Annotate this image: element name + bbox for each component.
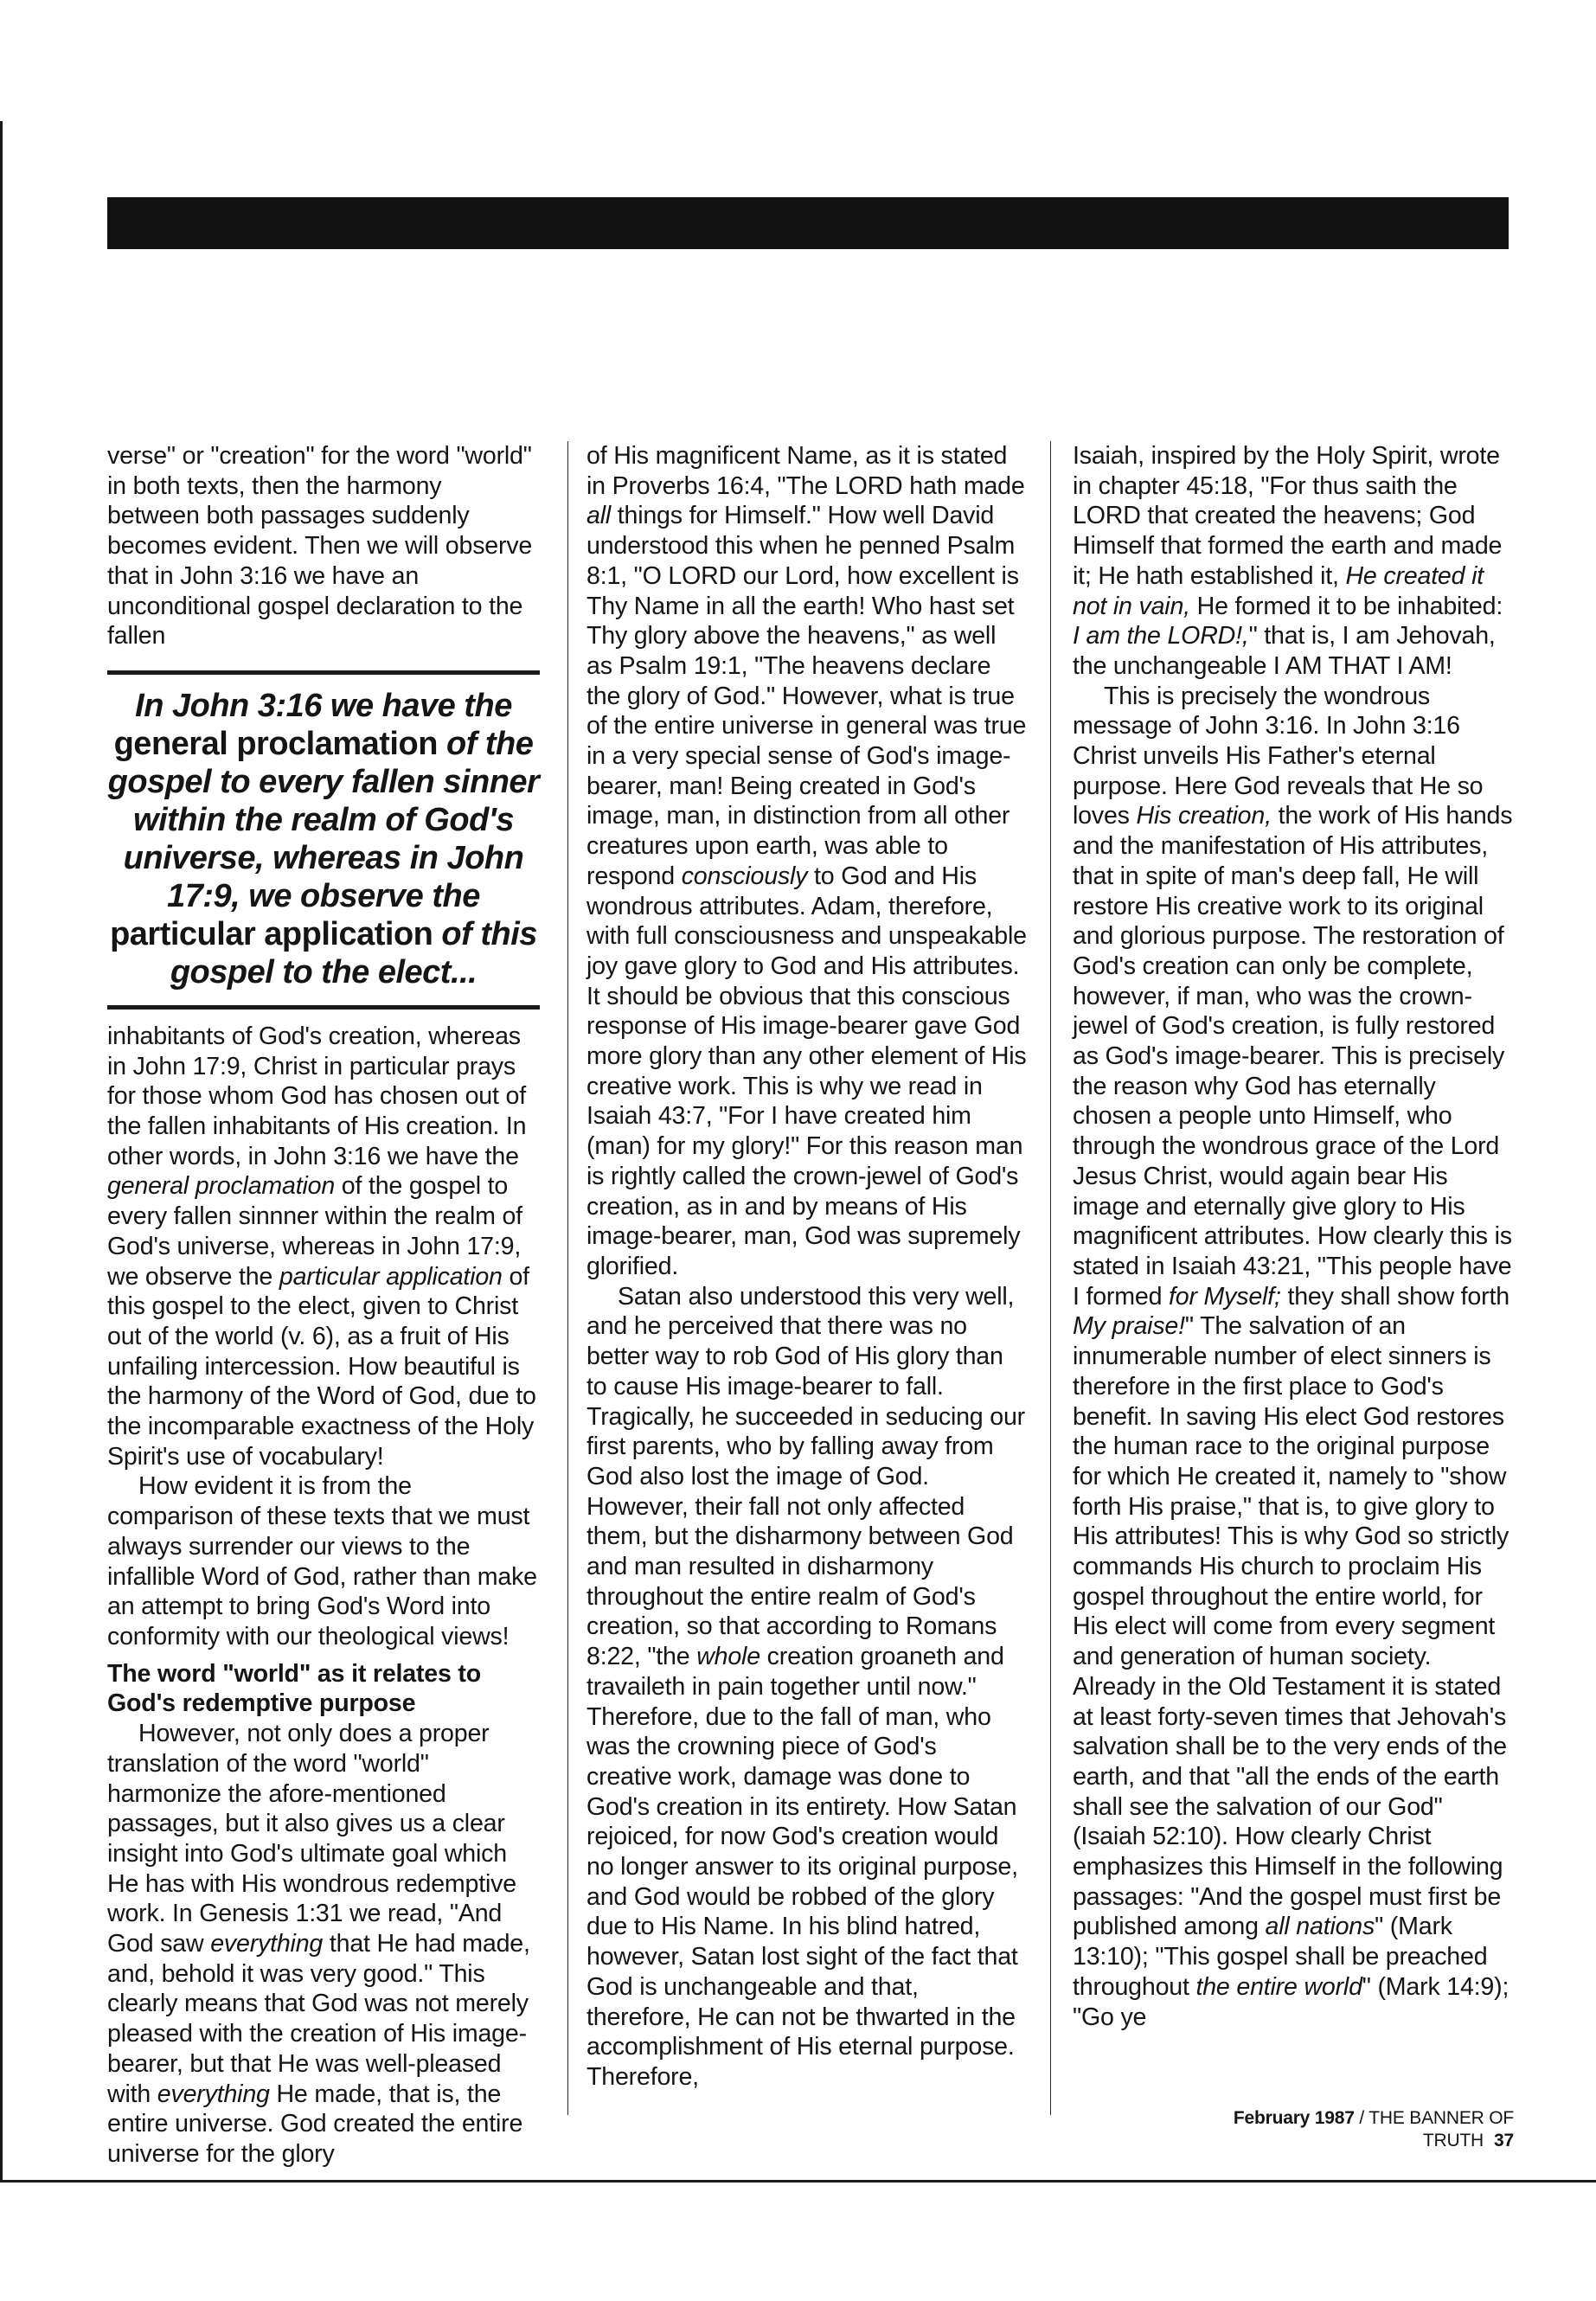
paragraph: This is precisely the wondrous message of John 3:16. In John 3:16 Christ unveils His Father's eternal purpose. Here God reveals that He so loves His creation, the work of His hands and the manifestation of His attributes, that in spite of man's deep fall, He will restore His creative work to its original and glorious purpose. The restoration of God's creation can only be complete, however, if man, who was the crown-jewel of God's creation, is fully restored as God's image-bearer. This is precisely the reason why God has eternally chosen a people unto Himself, who through the wondrous grace of the Lord Jesus Christ, would again bear His image and eternally give glory to His magnificent attributes. How clearly this is stated in Isaiah 43:21, "This people have I formed for Myself; they shall show forth My praise!" The salvation of an innumerable number of elect sinners is therefore in the first place to God's benefit. In saving His elect God restores the human race to the original purpose for which He created it, namely to "show forth His praise," that is, to give glory to His attributes! This is why God so strictly commands His church to proclaim His gospel throughout the entire world, for His elect will come from every segment and generation of human society. Already in the Old Testament it is stated at least forty-seven times that Jehovah's salvation shall be to the very ends of the earth, and that "all the ends of the earth shall see the salvation of our God" (Isaiah 52:10). How clearly Christ emphasizes this Himself in the following passages: "And the gospel must first be published among all nations" (Mark 13:10); "This gospel shall be preached throughout the entire world" (Mark 14:9); "Go ye	[1073, 682, 1513, 2031]
section-subheading: The word "world" as it relates to God's redemptive purpose	[107, 1659, 482, 1718]
paragraph: How evident it is from the comparison of these texts that we must always surrender our views to the infallible Word of God, rather than make an attempt to bring God's Word into conformity with our theological views!	[107, 1472, 537, 1650]
footer-date: February 1987	[1233, 2108, 1355, 2128]
footer-publication: THE BANNER OF TRUTH	[1368, 2108, 1514, 2150]
column-rule-1	[567, 441, 568, 2115]
text-column-1	[107, 441, 540, 2168]
paragraph: inhabitants of God's creation, whereas in John 17:9, Christ in particular prays for those whom God has chosen out of the fallen inhabitants of His creation. In other words, in John 3:16 we have the general proclamation of the gospel to every fallen sinnner within the realm of God's universe, whereas in John 17:9, we observe the particular application of this gospel to the elect, given to Christ out of the world (v. 6), as a fruit of His unfailing intercession. How beautiful is the harmony of the Word of God, due to the incomparable exactness of the Holy Spirit's use of vocabulary!	[107, 1022, 536, 1471]
paragraph: of His magnificent Name, as it is stated in Proverbs 16:4, "The LORD hath made all things for Himself." How well David understood this when he penned Psalm 8:1, "O LORD our Lord, how excellent is Thy Name in all the earth! Who hast set Thy glory above the heavens," as well as Psalm 19:1, "The heavens declare the glory of God." However, what is true of the entire universe in general was true in a very special sense of God's image-bearer, man! Being created in God's image, man, in distinction from all other creatures upon earth, was able to respond consciously to God and His wondrous attributes. Adam, therefore, with full consciousness and unspeakable joy gave glory to God and His attributes. It should be obvious that this conscious response of His image-bearer gave God more glory than any other element of His creative work. This is why we read in Isaiah 43:7, "For I have created him (man) for my glory!" For this reason man is rightly called the crown-jewel of God's creation, as in and by means of His image-bearer, man, God was supremely glorified.	[586, 442, 1027, 1280]
footer-separator: /	[1354, 2108, 1369, 2128]
header-black-bar	[107, 197, 1509, 249]
page-bottom-edge	[0, 2180, 1596, 2182]
paragraph: Satan also understood this very well, and he perceived that there was no better way to rob God of His glory than to cause His image-bearer to fall. Tragically, he succeeded in seducing our first parents, who by falling away from God also lost the image of God. However, their fall not only affected them, but the disharmony between God and man resulted in disharmony throughout the entire realm of God's creation, so that according to Romans 8:22, "the whole creation groaneth and travaileth in pain together until now." Therefore, due to the fall of man, who was the crowning piece of God's creative work, damage was done to God's creation in its entirety. How Satan rejoiced, for now God's creation would no longer answer to its original purpose, and God would be robbed of the glory due to His Name. In his blind hatred, however, Satan lost sight of the fact that God is unchangeable and that, therefore, He can not be thwarted in the accomplishment of His eternal purpose. Therefore,	[586, 1282, 1025, 2091]
paragraph: verse" or "creation" for the word "world" in both texts, then the harmony between both passages suddenly becomes evident. Then we will observe that in John 3:16 we have an unconditional gospel declaration to the fallen	[107, 442, 533, 651]
text-column-2	[586, 441, 1028, 2128]
pull-quote: In John 3:16 we have the general proclamation of the gospel to every fallen sinner within the realm of God's universe, whereas in John 17:9, we observe the particular application of this gospel to the elect...	[107, 670, 540, 1009]
page-left-edge	[0, 121, 3, 2180]
paragraph: However, not only does a proper translation of the word "world" harmonize the afore-mentioned passages, but it also gives us a clear insight into God's ultimate goal which He has with His wondrous redemptive work. In Genesis 1:31 we read, "And God saw everything that He had made, and, behold it was very good." This clearly means that God was not merely pleased with the creation of His image-bearer, but that He was well-pleased with everything He made, that is, the entire universe. God created the entire universe for the glory	[107, 1720, 530, 2168]
page-footer	[1142, 2107, 1514, 2152]
column-rule-2	[1050, 441, 1051, 2115]
text-column-3	[1073, 441, 1516, 2128]
paragraph: Isaiah, inspired by the Holy Spirit, wrote in chapter 45:18, "For thus saith the LORD that created the heavens; God Himself that formed the earth and made it; He hath established it, He created it not in vain, He formed it to be inhabited: I am the LORD!," that is, I am Jehovah, the unchangeable I AM THAT I AM!	[1073, 442, 1503, 680]
page-number: 37	[1494, 2131, 1514, 2150]
